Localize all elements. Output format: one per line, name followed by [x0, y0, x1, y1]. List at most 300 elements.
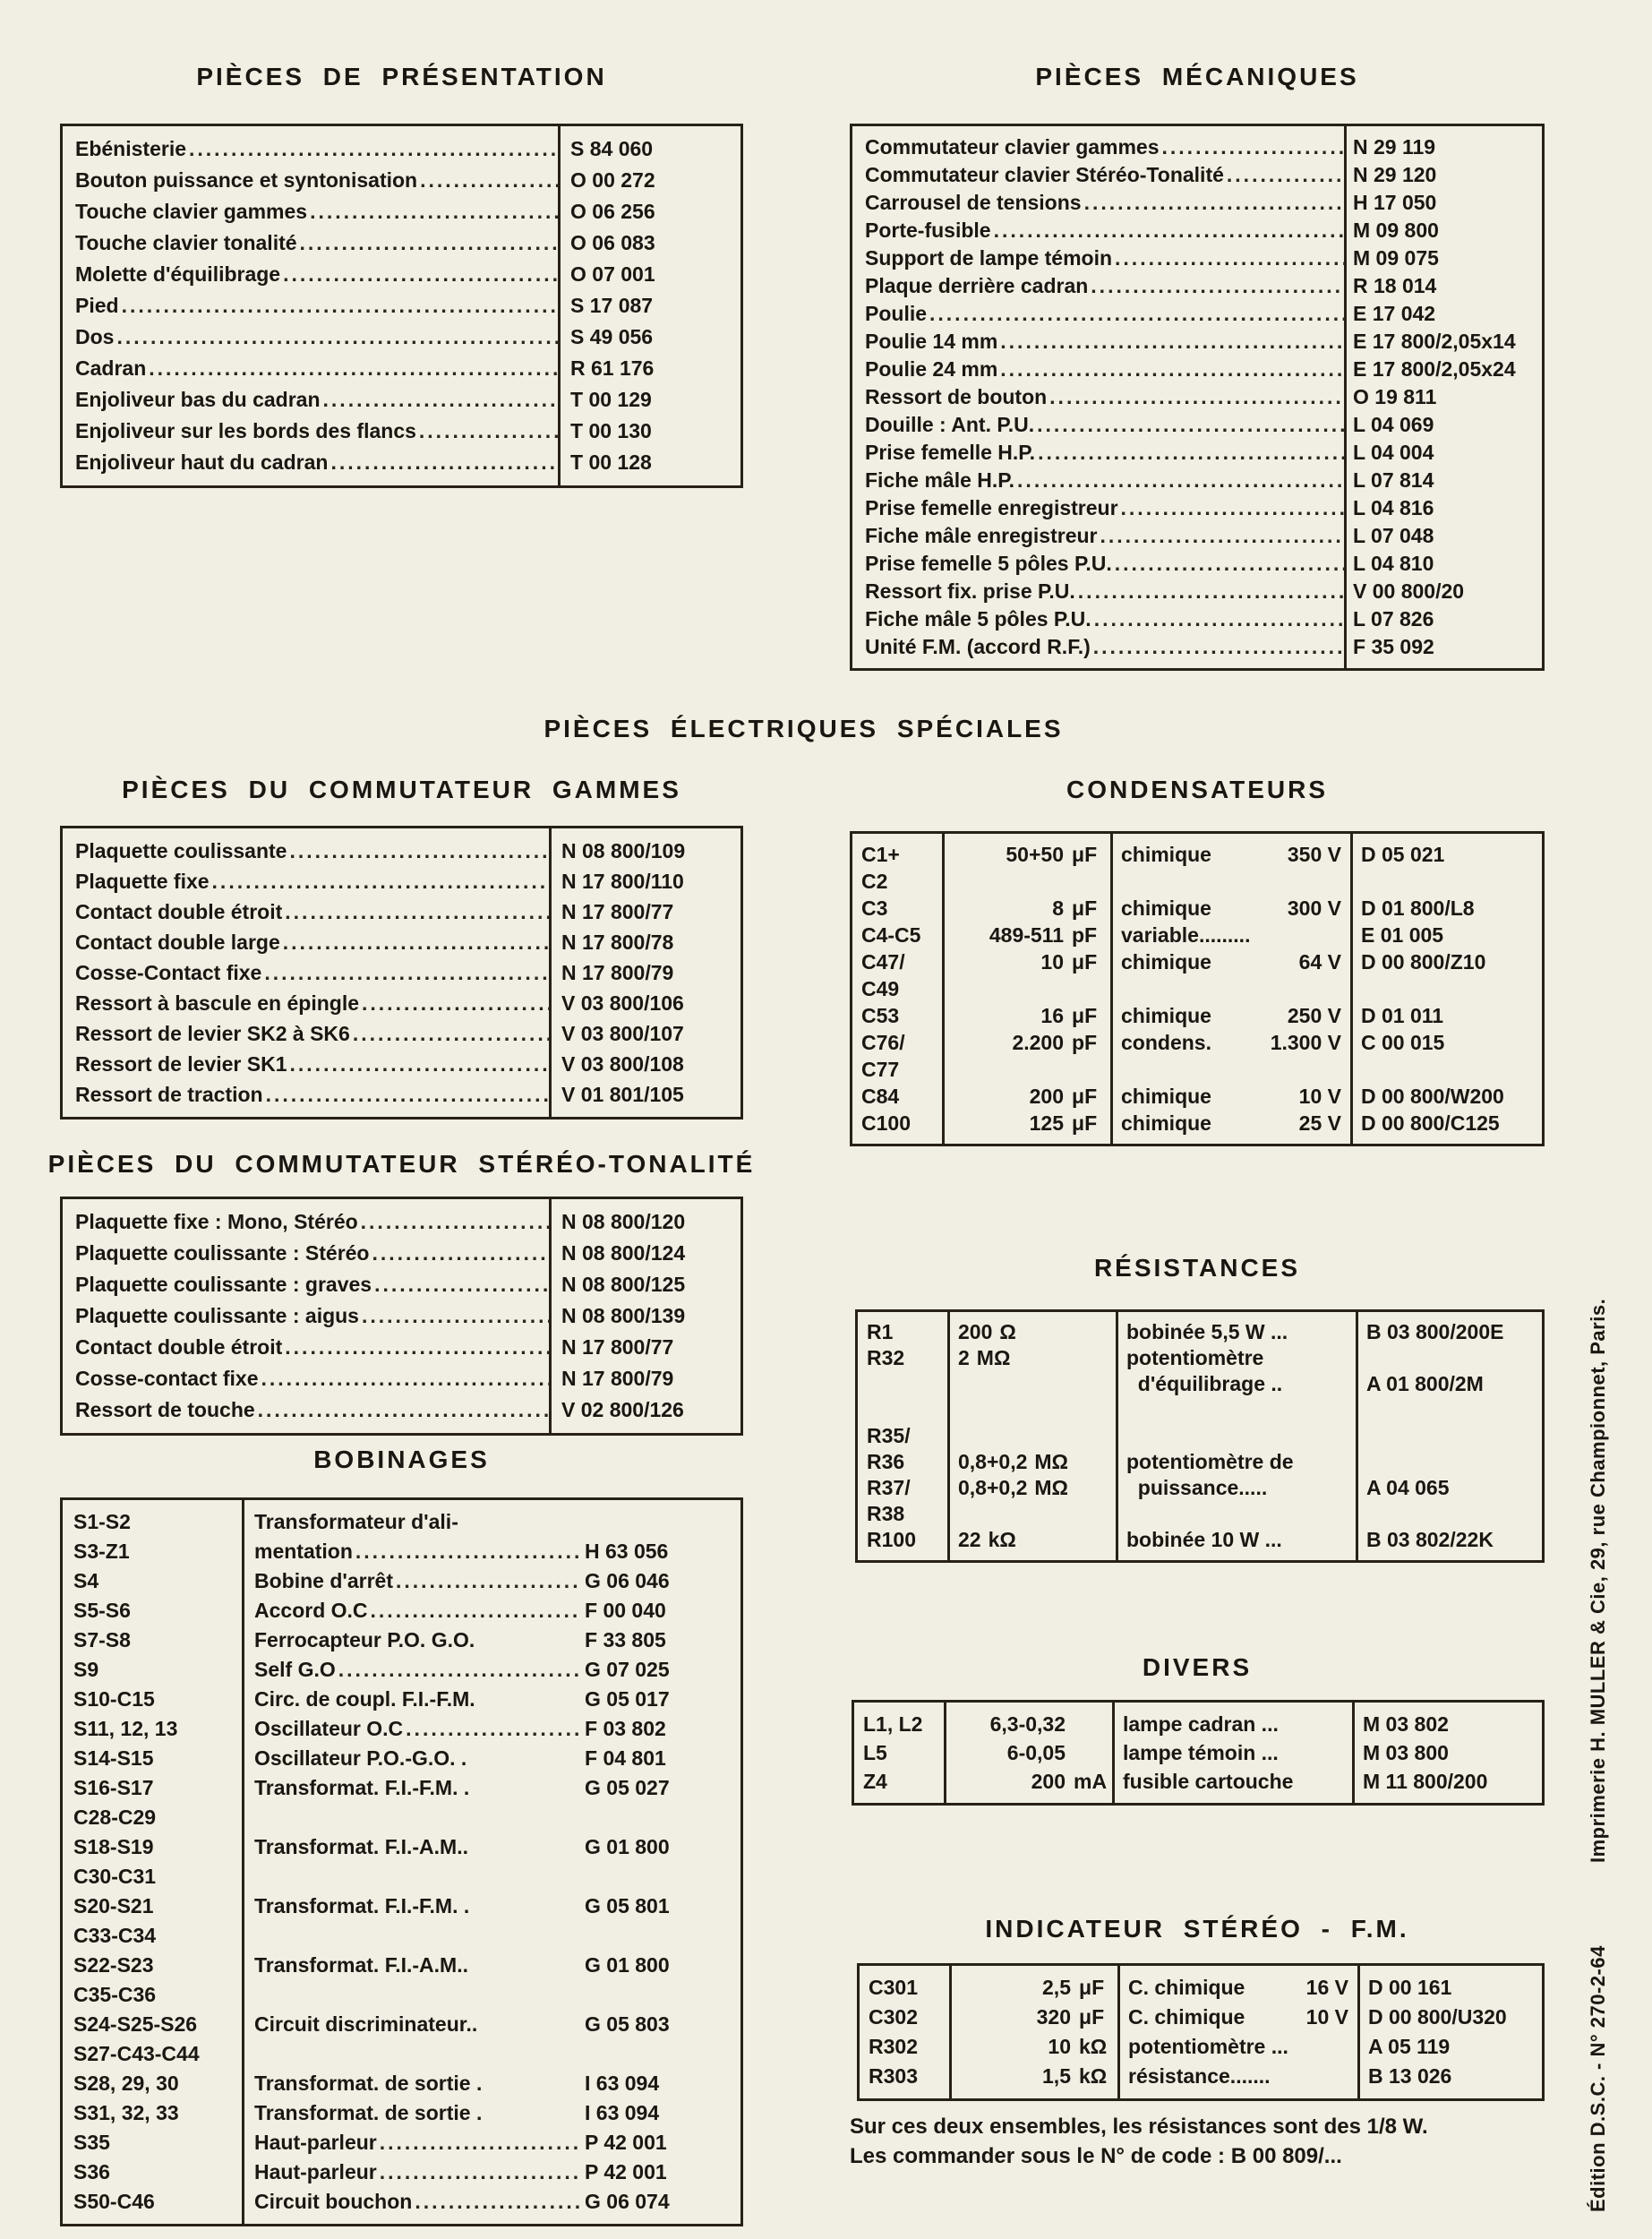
type-cell: [1116, 1527, 1356, 1553]
dot-leader: [412, 2187, 581, 2217]
table-row: [858, 1345, 1542, 1371]
dot-leader: [393, 1566, 581, 1596]
part-code: N 08 800/120: [561, 1210, 686, 1233]
part-code: [1350, 975, 1542, 1002]
value-unit: [958, 1371, 965, 1397]
part-code: R 18 014: [1353, 274, 1437, 297]
table-row: [852, 300, 1542, 328]
table-row: [852, 522, 1542, 550]
part-code: B 13 026: [1368, 2064, 1452, 2088]
section-heading-gammes: PIÈCES DU COMMUTATEUR GAMMES: [122, 776, 681, 803]
value-unit: mA: [1074, 1770, 1108, 1793]
part-label: Circuit discriminateur..: [254, 2012, 478, 2036]
value-number: 6,3-0,32: [989, 1712, 1066, 1736]
dot-leader: [1098, 522, 1345, 550]
part-code: G 05 027: [585, 1776, 670, 1799]
table-row: [852, 1110, 1542, 1137]
table-row: [852, 868, 1542, 895]
ref-cell: R303: [869, 2064, 918, 2088]
dot-leader: [1075, 578, 1344, 605]
table-row: [63, 1714, 740, 1744]
part-label: Prise femelle H.P.: [865, 441, 1036, 464]
part-code: H 63 056: [585, 1540, 669, 1563]
part-label: Plaquette fixe : Mono, Stéréo: [75, 1210, 358, 1233]
type-cell: [1116, 1501, 1356, 1527]
value-number: 200: [1031, 1770, 1066, 1793]
part-code: N 17 800/79: [561, 961, 674, 984]
type-cell: [1110, 948, 1350, 975]
part-code: E 01 005: [1361, 923, 1444, 947]
section-heading-condensateurs: CONDENSATEURS: [1066, 776, 1329, 803]
table-row: [63, 2158, 740, 2187]
ref-cell: R35/: [867, 1424, 911, 1447]
table-row: [852, 217, 1542, 244]
value-number: [942, 868, 1064, 895]
part-code: [1356, 1449, 1542, 1475]
part-label: Cosse-contact fixe: [75, 1367, 259, 1390]
ref-cell: C84: [861, 1085, 900, 1108]
footer-note: [850, 2112, 1611, 2171]
table-row: [852, 841, 1542, 868]
type-text: variable.........: [1121, 923, 1251, 947]
part-code: R 61 176: [570, 356, 655, 380]
type-voltage: 10 V: [1305, 2005, 1348, 2029]
part-code: D 01 011: [1361, 1004, 1444, 1027]
value-number: 10: [1040, 950, 1064, 974]
type-cell: [1117, 1973, 1357, 2003]
part-code: A 04 065: [1366, 1476, 1450, 1499]
part-label: Touche clavier gammes: [75, 200, 308, 223]
dot-leader: [282, 1332, 549, 1363]
ref-cell: S16-S17: [73, 1776, 154, 1799]
table-row: [63, 1980, 740, 2010]
part-code: [1356, 1345, 1542, 1371]
desc-cell: [242, 2069, 581, 2098]
value-number: 125: [1029, 1111, 1064, 1135]
value-number: [947, 1501, 958, 1527]
value-unit: [1066, 1738, 1112, 1767]
part-code: [1350, 1056, 1542, 1083]
type-text: condens.: [1121, 1031, 1211, 1054]
part-code: N 17 800/79: [561, 1367, 674, 1390]
part-code: O 19 811: [1353, 385, 1437, 408]
table-row: [854, 1767, 1542, 1796]
type-cell: [1110, 922, 1350, 948]
type-voltage: 250 V: [1287, 1004, 1341, 1027]
value-number: 50+50: [1006, 843, 1064, 866]
dot-leader: [997, 328, 1344, 356]
ref-cell: R100: [867, 1528, 916, 1551]
type-text: chimique: [1121, 896, 1211, 920]
part-code: [1350, 868, 1542, 895]
part-code: N 08 800/124: [561, 1241, 686, 1265]
part-label: Circ. de coupl. F.I.-F.M.: [254, 1687, 475, 1711]
value-number: 2: [958, 1346, 970, 1369]
indicateur-table: [857, 1963, 1545, 2101]
type-cell: [1110, 841, 1350, 868]
type-cell: [1116, 1319, 1356, 1345]
part-label: Haut-parleur: [254, 2160, 377, 2183]
table-row: [860, 2032, 1542, 2062]
dot-leader: [997, 356, 1344, 383]
desc-cell: [242, 1832, 581, 1862]
part-code: O 06 256: [570, 200, 655, 223]
part-code: I 63 094: [585, 2101, 660, 2124]
value-cell: [949, 1973, 1117, 2003]
ref-cell: R38: [867, 1502, 905, 1525]
type-cell: [1117, 2062, 1357, 2091]
part-label: Enjoliveur sur les bords des flancs: [75, 419, 416, 442]
value-number: [942, 975, 1064, 1002]
part-code: G 06 074: [585, 2190, 670, 2213]
part-label: Accord O.C: [254, 1599, 368, 1622]
value-cell: [942, 1056, 1110, 1083]
value-unit: pF: [1072, 1031, 1098, 1054]
dot-leader: [482, 2069, 581, 2098]
part-code: V 00 800/20: [1353, 579, 1465, 603]
dot-leader: [477, 2010, 581, 2039]
dot-leader: [358, 1206, 549, 1238]
table-row: [63, 1238, 740, 1269]
type-voltage: 300 V: [1287, 896, 1341, 920]
type-text: chimique: [1121, 1111, 1211, 1135]
table-row: [63, 447, 740, 478]
part-label: Transformat. F.I.-A.M..: [254, 1835, 468, 1858]
dot-leader: [359, 988, 549, 1018]
table-row: [852, 356, 1542, 383]
ref-cell: [858, 1397, 947, 1423]
part-label: Fiche mâle 5 pôles P.U.: [865, 607, 1091, 631]
part-label: Transformat. F.I.-F.M. .: [254, 1776, 470, 1799]
value-cell: [944, 1767, 1112, 1796]
desc-cell: [242, 1951, 581, 1980]
type-text: potentiomètre de: [1126, 1450, 1294, 1473]
ref-cell: C76/: [861, 1031, 905, 1054]
table-row: [63, 2039, 740, 2069]
part-label: Transformat. de sortie .: [254, 2101, 483, 2124]
dot-leader: [254, 1980, 581, 2010]
dot-leader: [369, 1238, 549, 1269]
section-heading-divers: DIVERS: [1142, 1653, 1253, 1681]
part-label: Prise femelle enregistreur: [865, 496, 1118, 519]
table-row: [63, 1951, 740, 1980]
table-row: [63, 836, 740, 866]
dot-leader: [114, 322, 558, 353]
value-cell: [942, 975, 1110, 1002]
dot-leader: [1160, 133, 1344, 161]
part-label: Contact double étroit: [75, 1335, 283, 1359]
part-label: Poulie 14 mm: [865, 330, 998, 353]
value-unit: μF: [1072, 950, 1098, 974]
value-cell: [949, 2003, 1117, 2032]
dot-leader: [1088, 272, 1344, 300]
value-cell: [947, 1319, 1116, 1345]
value-number: 200: [958, 1320, 993, 1343]
table-row: [63, 1049, 740, 1079]
desc-cell: [242, 1626, 581, 1655]
part-code: F 04 801: [585, 1746, 666, 1770]
table-row: [852, 133, 1542, 161]
table-row: [63, 1018, 740, 1049]
part-code: N 29 120: [1353, 163, 1437, 186]
table-row: [858, 1371, 1542, 1397]
ref-cell: R302: [869, 2035, 918, 2058]
desc-cell: [242, 1803, 581, 1832]
table-row: [852, 550, 1542, 578]
table-row: [852, 494, 1542, 522]
type-cell: [1112, 1738, 1352, 1767]
ref-cell: C35-C36: [73, 1983, 157, 2006]
bobinages-table: [60, 1497, 743, 2226]
type-text: puissance.....: [1126, 1476, 1268, 1499]
table-row: [852, 975, 1542, 1002]
footer-note-line2: Les commander sous le N° de code : B 00 809/...: [850, 2144, 1342, 2168]
type-cell: [1110, 1056, 1350, 1083]
value-cell: [942, 1083, 1110, 1110]
part-code: B 03 802/22K: [1366, 1528, 1494, 1551]
table-row: [852, 1083, 1542, 1110]
dot-leader: [261, 957, 549, 988]
value-cell: [949, 2062, 1117, 2091]
ref-cell: Z4: [863, 1770, 887, 1793]
part-label: Pied: [75, 294, 119, 317]
part-code: I 63 094: [585, 2072, 660, 2095]
value-unit: kΩ: [988, 1528, 1016, 1551]
part-code: [581, 1921, 740, 1951]
table-row: [63, 1685, 740, 1714]
part-label: Porte-fusible: [865, 219, 991, 242]
dot-leader: [336, 1655, 581, 1685]
part-code: V 03 800/108: [561, 1052, 684, 1076]
part-label: Unité F.M. (accord R.F.): [865, 635, 1091, 658]
part-code: D 00 161: [1368, 1976, 1452, 1999]
table-row: [63, 1332, 740, 1363]
type-cell: [1116, 1371, 1356, 1397]
value-number: [947, 1371, 958, 1397]
dot-leader: [186, 133, 558, 165]
part-label: Molette d'équilibrage: [75, 262, 281, 286]
table-row: [858, 1501, 1542, 1527]
dot-leader: [259, 1363, 549, 1394]
dot-leader: [210, 866, 549, 896]
part-code: N 08 800/125: [561, 1273, 686, 1296]
part-label: Ressort à bascule en épingle: [75, 991, 360, 1015]
table-row: [63, 1862, 740, 1892]
dot-leader: [297, 227, 558, 259]
part-code: [581, 1980, 740, 2010]
part-code: [1356, 1501, 1542, 1527]
part-code: N 29 119: [1353, 135, 1436, 159]
value-unit: [1064, 1056, 1110, 1083]
part-code: N 17 800/78: [561, 931, 674, 954]
type-cell: [1110, 1002, 1350, 1029]
ref-cell: L5: [863, 1741, 887, 1764]
type-cell: [1116, 1345, 1356, 1371]
type-cell: [1110, 895, 1350, 922]
dot-leader: [1091, 605, 1344, 633]
part-code: T 00 129: [570, 388, 652, 411]
value-unit: μF: [1079, 2005, 1105, 2029]
type-voltage: 1.300 V: [1270, 1031, 1341, 1054]
type-cell: [1110, 1029, 1350, 1056]
section-heading-bobinages: BOBINAGES: [313, 1445, 490, 1473]
dot-leader: [263, 1079, 549, 1110]
type-cell: [1110, 1083, 1350, 1110]
table-row: [852, 922, 1542, 948]
dot-leader: [468, 1832, 581, 1862]
table-row: [63, 1363, 740, 1394]
ref-cell: C47/: [861, 950, 905, 974]
type-cell: [1116, 1449, 1356, 1475]
section-heading-stereo: PIÈCES DU COMMUTATEUR STÉRÉO-TONALITÉ: [47, 1150, 756, 1178]
table-row: [63, 957, 740, 988]
ref-cell: C77: [861, 1058, 900, 1081]
part-code: D 00 800/U320: [1368, 2005, 1507, 2029]
type-voltage: 64 V: [1298, 950, 1341, 974]
table-row: [63, 1566, 740, 1596]
part-code: M 03 802: [1363, 1712, 1449, 1736]
type-cell: [1116, 1423, 1356, 1449]
desc-cell: [242, 2098, 581, 2128]
value-unit: pF: [1072, 923, 1098, 947]
table-row: [63, 259, 740, 290]
table-row: [860, 1973, 1542, 2003]
ref-cell: S31, 32, 33: [73, 2101, 179, 2124]
ref-cell: R1: [867, 1320, 894, 1343]
value-unit: MΩ: [1034, 1476, 1068, 1499]
value-number: [947, 1423, 958, 1449]
desc-cell: [242, 1685, 581, 1714]
table-row: [63, 866, 740, 896]
ref-cell: R37/: [867, 1476, 911, 1499]
value-unit: [958, 1501, 965, 1527]
table-row: [63, 2128, 740, 2158]
dot-leader: [287, 836, 549, 866]
dot-leader: [254, 1862, 581, 1892]
value-number: [942, 1056, 1064, 1083]
ref-cell: C301: [869, 1976, 918, 1999]
part-label: Plaquette coulissante : graves: [75, 1273, 372, 1296]
table-row: [63, 165, 740, 196]
value-cell: [942, 1110, 1110, 1137]
value-unit: [958, 1423, 965, 1449]
desc-cell: [242, 1596, 581, 1626]
table-row: [63, 1507, 740, 1537]
type-text: chimique: [1121, 1004, 1211, 1027]
part-code: N 17 800/77: [561, 1335, 674, 1359]
value-unit: μF: [1072, 1004, 1098, 1027]
table-row: [852, 467, 1542, 494]
part-code: E 17 800/2,05x24: [1353, 357, 1516, 381]
type-cell: [1110, 1110, 1350, 1137]
table-row: [63, 2187, 740, 2217]
desc-cell: [242, 1744, 581, 1773]
desc-cell: [242, 1537, 581, 1566]
table-row: [852, 1002, 1542, 1029]
dot-leader: [991, 217, 1344, 244]
table-row: [852, 895, 1542, 922]
desc-cell: [242, 2010, 581, 2039]
dot-leader: [359, 1300, 549, 1332]
dot-leader: [1118, 494, 1344, 522]
table-row: [860, 2062, 1542, 2091]
part-label: Contact double étroit: [75, 900, 283, 923]
dot-leader: [353, 1537, 581, 1566]
desc-cell: [242, 1773, 581, 1803]
ref-cell: S1-S2: [73, 1510, 131, 1533]
table-row: [852, 244, 1542, 272]
ref-cell: C33-C34: [73, 1924, 157, 1947]
part-code: F 00 040: [585, 1599, 666, 1622]
table-row: [852, 1029, 1542, 1056]
value-cell: [947, 1475, 1116, 1501]
value-unit: [1066, 1710, 1112, 1738]
part-code: G 06 046: [585, 1569, 670, 1592]
type-cell: [1110, 868, 1350, 895]
table-row: [63, 1537, 740, 1566]
part-label: Support de lampe témoin: [865, 246, 1113, 270]
desc-cell: [242, 2039, 581, 2069]
ref-cell: C4-C5: [861, 923, 921, 947]
table-row: [852, 439, 1542, 467]
ref-cell: C3: [861, 896, 888, 920]
dot-leader: [1035, 439, 1344, 467]
desc-cell: [242, 2158, 581, 2187]
dot-leader: [1047, 383, 1344, 411]
part-label: Ressort de levier SK1: [75, 1052, 287, 1076]
table-row: [852, 328, 1542, 356]
type-cell: [1112, 1710, 1352, 1738]
dot-leader: [254, 1921, 581, 1951]
table-row: [63, 1206, 740, 1238]
dot-leader: [377, 2158, 581, 2187]
part-code: P 42 001: [585, 2160, 667, 2183]
table-row: [63, 1394, 740, 1426]
ref-cell: S14-S15: [73, 1746, 154, 1770]
value-number: 8: [1052, 896, 1064, 920]
table-row: [852, 161, 1542, 189]
section-heading-electriques: PIÈCES ÉLECTRIQUES SPÉCIALES: [544, 715, 1064, 742]
value-cell: [947, 1397, 1116, 1423]
dot-leader: [119, 290, 558, 322]
dot-leader: [1034, 411, 1344, 439]
part-label: Ressort de levier SK2 à SK6: [75, 1022, 350, 1045]
value-unit: μF: [1072, 896, 1098, 920]
part-label: Ferrocapteur P.O. G.O.: [254, 1628, 475, 1651]
value-number: 6-0,05: [1006, 1741, 1066, 1764]
value-unit: μF: [1072, 843, 1098, 866]
table-row: [63, 227, 740, 259]
ref-cell: C100: [861, 1111, 911, 1135]
table-row: [63, 196, 740, 227]
value-cell: [947, 1345, 1116, 1371]
table-row: [858, 1449, 1542, 1475]
ref-cell: C1+: [861, 843, 900, 866]
divers-table: [852, 1700, 1545, 1806]
table-row: [63, 416, 740, 447]
part-code: [1356, 1397, 1542, 1423]
dot-leader: [255, 1394, 549, 1426]
table-row: [63, 1626, 740, 1655]
table-row: [63, 1803, 740, 1832]
ref-cell: S5-S6: [73, 1599, 131, 1622]
part-label: Haut-parleur: [254, 2131, 377, 2154]
type-cell: [1110, 975, 1350, 1002]
dot-leader: [1082, 189, 1344, 217]
type-voltage: 10 V: [1298, 1085, 1341, 1108]
value-cell: [949, 2032, 1117, 2062]
part-code: T 00 128: [570, 450, 652, 474]
